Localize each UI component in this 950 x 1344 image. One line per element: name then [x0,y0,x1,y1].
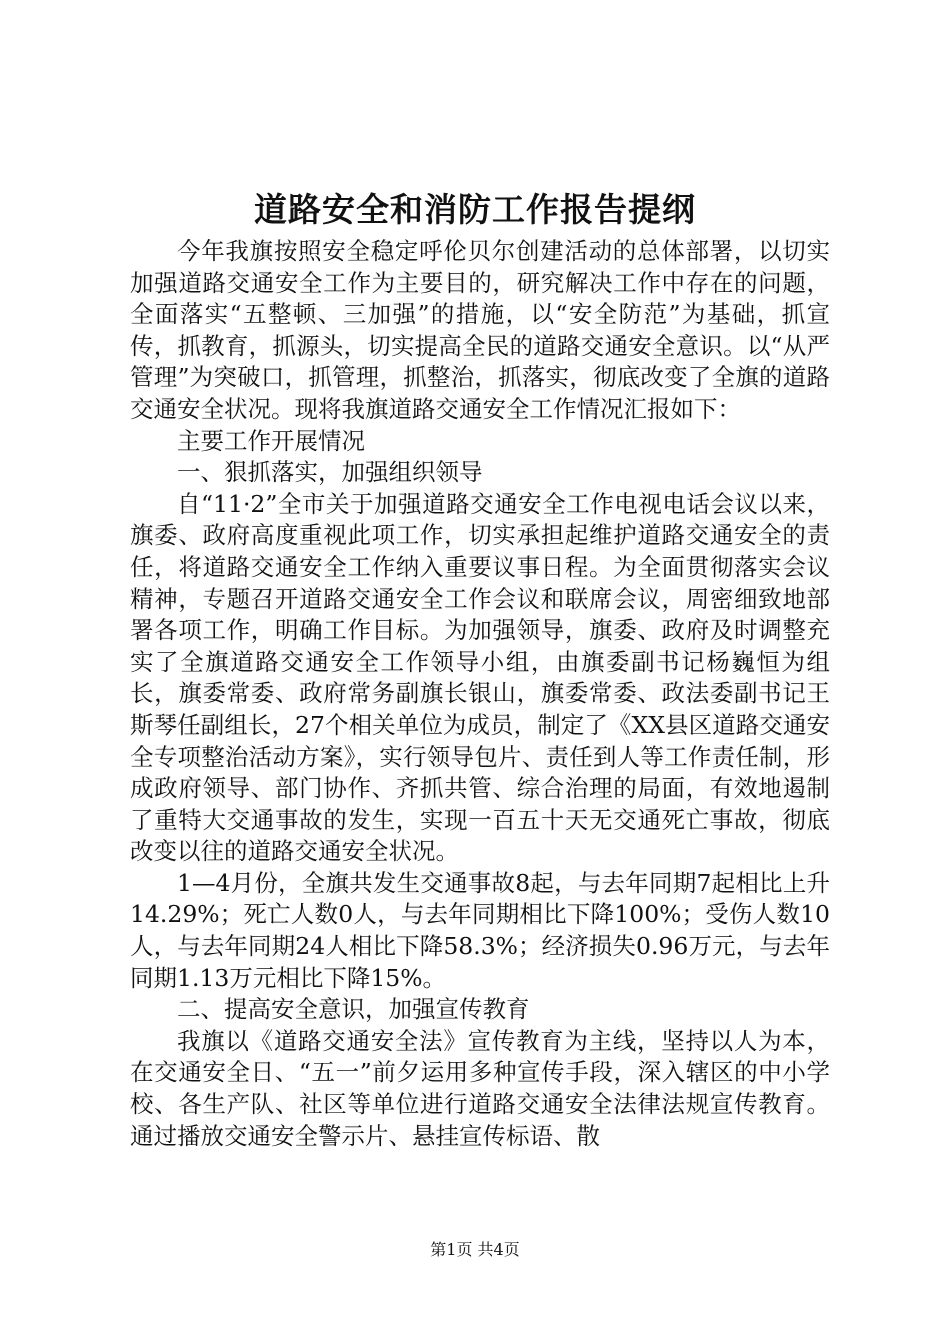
section-1-paragraph: 自“11·2”全市关于加强道路交通安全工作电视电话会议以来，旗委、政府高度重视此项工作，切实承担起维护道路交通安全的责任，将道路交通安全工作纳入重要议事日程。为全面贯彻落实会议精神，专题召开道路交通安全工作会议和联席会议，周密细致地部署各项工作，明确工作目标。为加强领导，旗委、政府及时调整充实了全旗道路交通安全工作领导小组，由旗委副书记杨巍恒为组长，旗委常委、政府常务副旗长银山，旗委常委、政法委副书记王斯琴任副组长，27个相关单位为成员，制定了《XX县区道路交通安全专项整治活动方案》，实行领导包片、责任到人等工作责任制，形成政府领导、部门协作、齐抓共管、综合治理的局面，有效地遏制了重特大交通事故的发生，实现一百五十天无交通死亡事故，彻底改变以往的道路交通安全状况。 [130,489,830,866]
section-heading-1: 一、狠抓落实，加强组织领导 [177,458,483,487]
page-footer: 第1页 共4页 [430,1240,520,1259]
section-heading-2: 二、提高安全意识，加强宣传教育 [177,995,530,1024]
section-2-paragraph: 我旗以《道路交通安全法》宣传教育为主线，坚持以人为本，在交通安全日、“五一”前夕运用多种宣传手段，深入辖区的中小学校、各生产队、社区等单位进行道路交通安全法律法规宣传教育。通过播放交通安全警示片、悬挂宣传标语、散 [130,1026,830,1150]
document-title: 道路安全和消防工作报告提纲 [254,190,696,229]
document-body [130,236,830,1152]
section-heading-main-work: 主要工作开展情况 [177,426,365,455]
intro-paragraph: 今年我旗按照安全稳定呼伦贝尔创建活动的总体部署，以切实加强道路交通安全工作为主要目的，研究解决工作中存在的问题，全面落实“五整顿、三加强”的措施，以“安全防范”为基础，抓宣传，抓教育，抓源头，切实提高全民的道路交通安全意识。以“从严管理”为突破口，抓管理，抓整治，抓落实，彻底改变了全旗的道路交通安全状况。现将我旗道路交通安全工作情况汇报如下： [130,237,830,423]
statistics-paragraph: 1—4月份，全旗共发生交通事故8起，与去年同期7起相比上升14.29%；死亡人数0人，与去年同期相比下降100%；受伤人数10人，与去年同期24人相比下降58.3%；经济损失0.96万元，与去年同期1.13万元相比下降15%。 [130,868,830,992]
